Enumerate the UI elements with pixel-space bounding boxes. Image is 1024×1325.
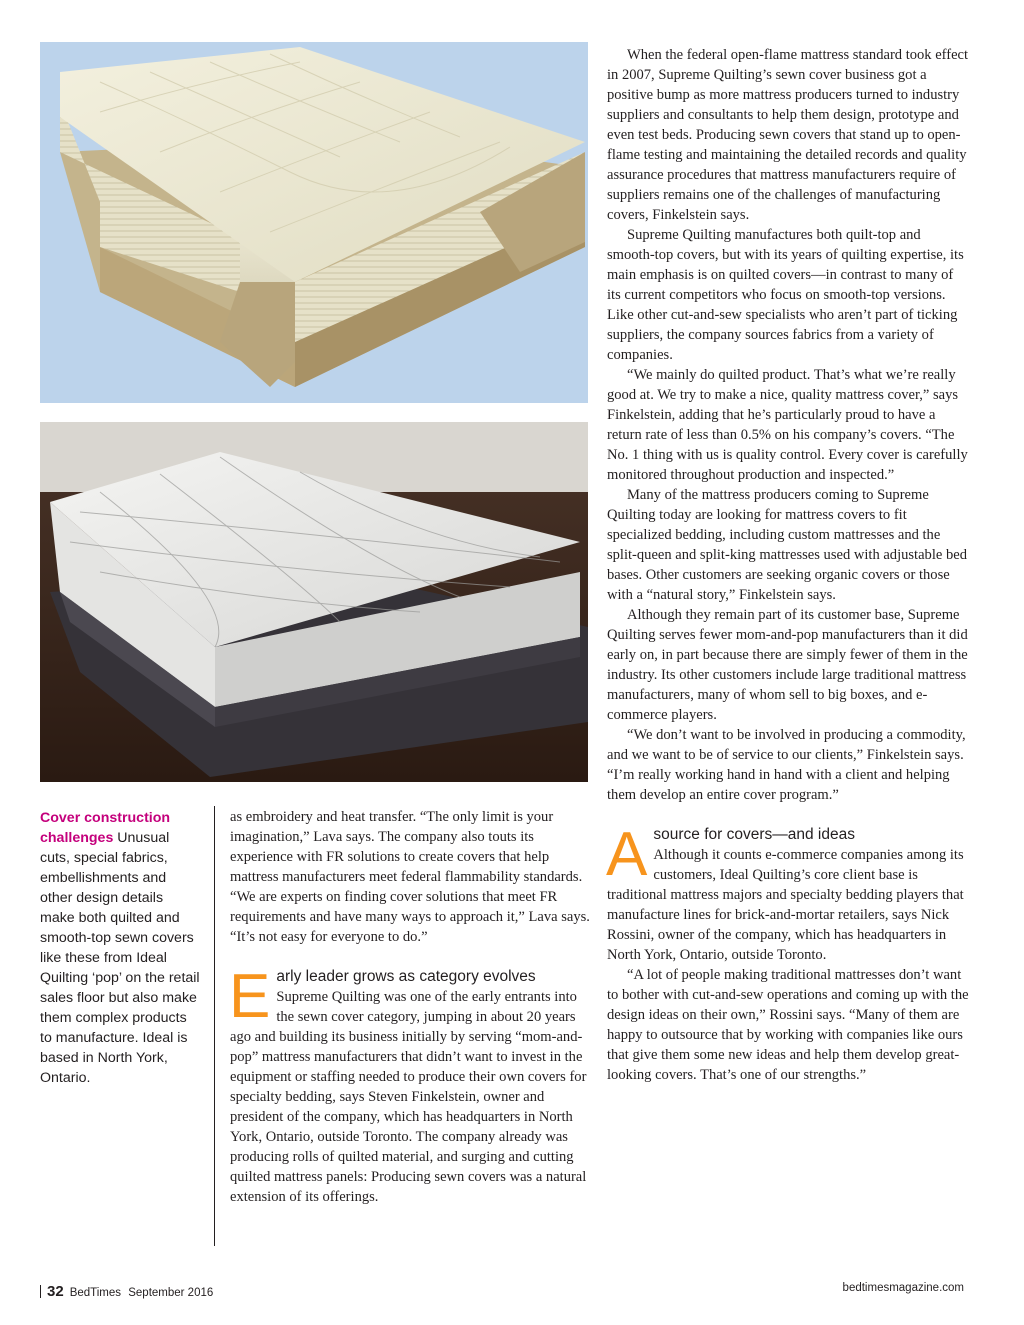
quilted-mattress-photo	[40, 42, 588, 403]
drop-cap: E	[229, 962, 271, 1031]
section-heading: arly leader grows as category evolves	[276, 968, 536, 985]
body-paragraph: Although they remain part of its customer base, Supreme Quilting serves fewer mom-and-pop manufacturers than it did early on, in part because there are simply fewer of them in the industry. Its other customers include large traditional mattress manufacturers, many of whom sell to big boxes, and e-commerce players.	[607, 607, 968, 723]
caption-text: Unusual cuts, special fabrics, embellishments and other design details make both quilted and smooth-top sewn covers like these from Ideal Quilting ‘pop’ on the retail sales floor but also make them complex products to manufacture. Ideal is based in North York, Ontario.	[40, 830, 200, 1086]
page-number: 32	[47, 1283, 64, 1300]
body-paragraph: as embroidery and heat transfer. “The only limit is your imagination,” Lava says. The company also touts its experience with FR solutions to create covers that help mattress manufacturers meet federal flammability standards. “We are experts on finding cover solutions that meet FR requirements and have many ways to approach it,” Lava says. “It’s not easy for everyone to do.”	[230, 809, 590, 945]
section-early-leader	[229, 962, 592, 1207]
photo-caption	[40, 808, 200, 1088]
footer-divider	[40, 1285, 41, 1298]
smooth-top-mattress-photo	[40, 422, 588, 782]
website-url[interactable]: bedtimesmagazine.com	[842, 1282, 964, 1294]
body-paragraph: “We don’t want to be involved in producing a commodity, and we want to be of service to our clients,” Finkelstein says. “I’m really working hand in hand with a client and helping them develop an entire cover program.”	[607, 727, 966, 803]
page-footer-left	[40, 1283, 213, 1300]
issue-date: September 2016	[128, 1287, 214, 1299]
section-heading: source for covers—and ideas	[653, 826, 855, 843]
body-paragraph: Supreme Quilting was one of the early entrants into the sewn cover category, jumping in about 20 years ago and building its business initially by serving “mom-and-pop” mattress manufacturers that didn’t want to invest in the equipment or staffing needed to produce their own covers for specialty bedding, says Steven Finkelstein, owner and president of the company, which has headquarters in North York, Ontario, outside Toronto. The company already was producing rolls of quilted material, and surging and cutting quilted mattress panels: Producing sewn covers was a natural extension of its offerings.	[230, 989, 587, 1205]
body-paragraph: When the federal open-flame mattress standard took effect in 2007, Supreme Quilting’s sewn cover business got a positive bump as more mattress producers turned to industry suppliers and consultants to help them design, prototype and even test beds. Producing sewn covers that stand up to open-flame testing and maintaining the detailed records and quality assurance procedures that mattress manufacturers require of suppliers remains one of the challenges of manufacturing covers, Finkelstein says.	[607, 47, 969, 223]
drop-cap: A	[606, 820, 648, 889]
body-paragraph: Supreme Quilting manufactures both quilt-top and smooth-top covers, but with its years of quilting expertise, its main emphasis is on quilted covers—in contrast to many of its current competitors who focus on smooth-top versions. Like other cut-and-sew specialists who aren’t part of ticking suppliers, the company sources fabrics from a variety of companies.	[607, 227, 964, 363]
body-paragraph: Many of the mattress producers coming to Supreme Quilting today are looking for mattress covers to fit specialized bedding, including custom mattresses and the split-queen and split-king mattresses used with adjustable bed bases. Other customers are seeking organic covers or those with a “natural story,” Finkelstein says.	[607, 487, 967, 603]
body-paragraph: “A lot of people making traditional mattresses don’t want to bother with cut-and-sew operations and coming up with the design ideas on their own,” Rossini says. “Many of them are happy to outsource that by working with companies like ours that give them some new ideas and help them develop great-looking covers. That’s one of our strengths.”	[607, 967, 969, 1083]
body-column-2	[230, 807, 592, 1207]
section-source-for-covers	[606, 820, 969, 1085]
body-paragraph: “We mainly do quilted product. That’s what we’re really good at. We try to make a nice, quality mattress cover,” says Finkelstein, adding that he’s particularly proud to have a return rate of less than 0.5% on his company’s covers. “The No. 1 thing with us is quality control. Every cover is carefully monitored throughout production and inspected.”	[607, 367, 968, 483]
caption-title: Cover construction challenges	[40, 810, 171, 846]
body-column-3	[607, 45, 969, 1085]
magazine-name: BedTimes	[69, 1287, 122, 1299]
body-paragraph: Although it counts e-commerce companies among its customers, Ideal Quilting’s core client base is traditional mattress majors and specialty bedding players that manufacture lines for brick-and-mortar retailers, says Nick Rossini, owner of the company, which has headquarters in North York, Ontario, outside Toronto.	[607, 847, 964, 963]
column-divider	[214, 806, 215, 1246]
